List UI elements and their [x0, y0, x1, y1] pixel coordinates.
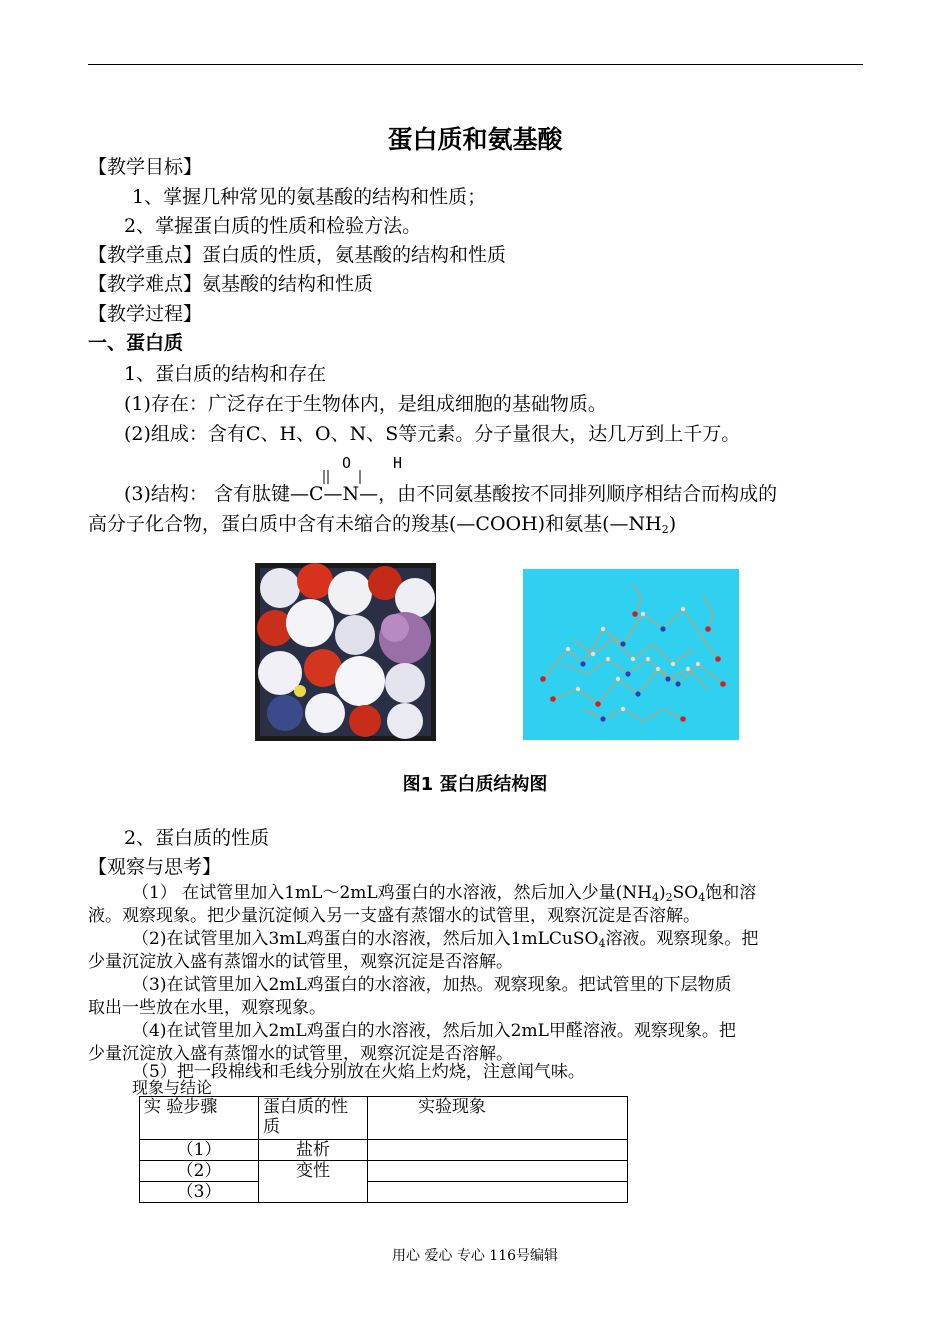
objective-item-1: 1、掌握几种常见的氨基酸的结构和性质； [132, 186, 487, 208]
header-step-text: 实 验步骤 [144, 1097, 218, 1117]
exp4-line-1: （4)在试管里加入2mL鸡蛋白的水溶液，然后加入2mL甲醛溶液。观察现象。把 [132, 1021, 736, 1041]
peptide-o-label: O [342, 454, 352, 472]
process-heading: 【教学过程】 [88, 303, 203, 325]
protein-ball-stick-image [523, 569, 739, 740]
header-property-text: 蛋白质的性质 [263, 1097, 348, 1137]
table-row [140, 1140, 628, 1161]
exp1-sub-2: 2 [665, 891, 673, 904]
nh2-subscript: 2 [661, 523, 669, 536]
exp1-line-2: 液。观察现象。把少量沉淀倾入另一支盛有蒸馏水的试管里，观察沉淀是否溶解。 [88, 906, 700, 926]
row2-property: 变性 [259, 1161, 368, 1203]
page-footer: 用心 爱心 专心 116号编辑 [391, 1248, 559, 1264]
exp1-text-c: SO [672, 883, 699, 903]
objectives-heading: 【教学目标】 [88, 156, 203, 178]
exp4-line-2: 少量沉淀放入盛有蒸馏水的试管里，观察沉淀是否溶解。 [88, 1044, 513, 1064]
structure-line-1 [124, 482, 777, 506]
figure-caption: 图1 蛋白质结构图 [402, 774, 548, 795]
table-header-row [140, 1097, 628, 1140]
exp3-line-2: 取出一些放在水里，观察现象。 [88, 998, 326, 1018]
header-step [140, 1097, 259, 1140]
section2-heading: 2、蛋白质的性质 [124, 827, 270, 849]
structure-suffix: ，由不同氨基酸按不同排列顺序相结合而构成的 [378, 483, 778, 505]
observe-heading: 【观察与思考】 [88, 856, 222, 878]
structure-line-2 [88, 512, 676, 542]
row3-phenomenon [368, 1182, 628, 1203]
difficult-points: 【教学难点】氨基酸的结构和性质 [88, 273, 374, 295]
exp2-line-2: 少量沉淀放入盛有蒸馏水的试管里，观察沉淀是否溶解。 [88, 952, 513, 972]
protein-space-filling-image [255, 563, 436, 741]
header-rule [88, 64, 863, 65]
table-row [140, 1182, 628, 1203]
row2-step: （2） [140, 1161, 259, 1182]
composition-line: (2)组成：含有C、H、O、N、S等元素。分子量很大，达几万到上千万。 [124, 423, 741, 445]
exp1-sub-4: 4 [652, 891, 660, 904]
peptide-bond: —C—N— [289, 483, 379, 505]
section1-heading: 一、蛋白质 [88, 332, 184, 354]
structure-line2-end: ) [668, 513, 677, 535]
row1-property: 盐析 [259, 1140, 368, 1161]
row1-phenomenon [368, 1140, 628, 1161]
exp5-line: （5）把一段棉线和毛线分别放在火焰上灼烧，注意闻气味。 [132, 1062, 585, 1082]
peptide-h-label: H [393, 454, 403, 472]
exp2-text-a: （2)在试管里加入3mL鸡蛋白的水溶液，然后加入1mLCuSO [132, 929, 599, 949]
row1-step: （1） [140, 1140, 259, 1161]
existence-line: (1)存在：广泛存在于生物体内，是组成细胞的基础物质。 [124, 393, 607, 415]
exp1-text-d: 饱和溶 [705, 883, 757, 903]
exp1-text-a: （1） 在试管里加入1mL～2mL鸡蛋白的水溶液，然后加入少量(NH [132, 883, 653, 903]
exp1-sub-4b: 4 [698, 891, 706, 904]
exp2-sub-4: 4 [598, 937, 606, 950]
table-row [140, 1161, 628, 1182]
exp3-line-1: （3)在试管里加入2mL鸡蛋白的水溶液，加热。观察现象。把试管里的下层物质 [132, 975, 732, 995]
header-phenomenon-text: 实验现象 [418, 1097, 486, 1117]
exp2-text-b: 溶液。观察现象。把 [605, 929, 759, 949]
page-title: 蛋白质和氨基酸 [387, 125, 563, 154]
structure-line2-text: 高分子化合物，蛋白质中含有未缩合的羧基(—COOH)和氨基(—NH [88, 513, 662, 535]
header-property [259, 1097, 368, 1140]
structure-prefix: (3)结构： 含有肽键 [124, 483, 290, 505]
exp1-text-b: ) [659, 883, 666, 903]
key-points: 【教学重点】蛋白质的性质，氨基酸的结构和性质 [88, 244, 507, 266]
row2-phenomenon [368, 1161, 628, 1182]
row3-step: （3） [140, 1182, 259, 1203]
header-phenomenon [368, 1097, 628, 1140]
results-label: 现象与结论 [132, 1078, 213, 1097]
section1-sub1: 1、蛋白质的结构和存在 [124, 363, 327, 385]
results-table [139, 1096, 628, 1203]
objective-item-2: 2、掌握蛋白质的性质和检验方法。 [124, 215, 422, 237]
